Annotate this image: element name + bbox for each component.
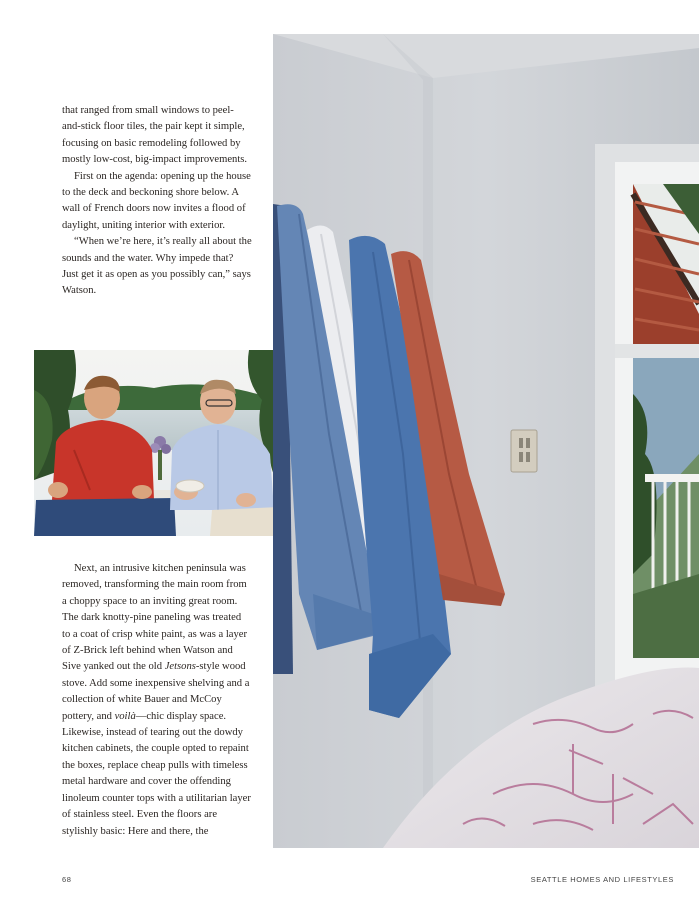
inset-photo [32, 346, 304, 540]
article-column-bottom [62, 561, 252, 840]
text-run: —chic display space. Likewise, instead of tearing out the dowdy kitchen cabinets, the couple opted to repaint the boxes, replace cheap pulls with timeless metal hardware and cover the offending linoleum counter tops with a utilitarian layer of stainless steel. Even the floors are stylishly basic: Here and there, the [62, 710, 251, 837]
text-run: Next, an intrusive kitchen peninsula was removed, transforming the main room from a choppy space to an inviting great room. The dark knotty-pine paneling was treated to a coat of crisp white paint, as was a layer of Z-Brick left behind when Watson and Sive yanked out the old [62, 563, 248, 673]
italic-text: Jetsons [164, 661, 196, 673]
paragraph: “When we’re here, it’s really all about the sounds and the water. Why impede that? Just get it as open as you possibly can,” says Watson. [62, 236, 252, 297]
paragraph [62, 561, 252, 840]
main-photo [273, 34, 699, 848]
room-photo-illustration [273, 34, 699, 848]
page-number: 68 [62, 875, 72, 884]
italic-text: voilà [114, 710, 136, 722]
portrait-photo-illustration [34, 350, 302, 536]
article-column-top [62, 103, 252, 300]
paragraph: that ranged from small windows to peel-and-stick floor tiles, the pair kept it simple, focusing on basic remodeling followed by mostly low-cost, big-impact improvements. [62, 105, 248, 166]
magazine-name: SEATTLE HOMES AND LIFESTYLES [530, 875, 674, 884]
paragraph: First on the agenda: opening up the house to the deck and beckoning shore below. A wall of French doors now invites a flood of daylight, uniting interior with exterior. [62, 170, 251, 231]
text-run: -style wood stove. Add some inexpensive shelving and a collection of white Bauer and McCoy pottery, and [62, 661, 250, 722]
